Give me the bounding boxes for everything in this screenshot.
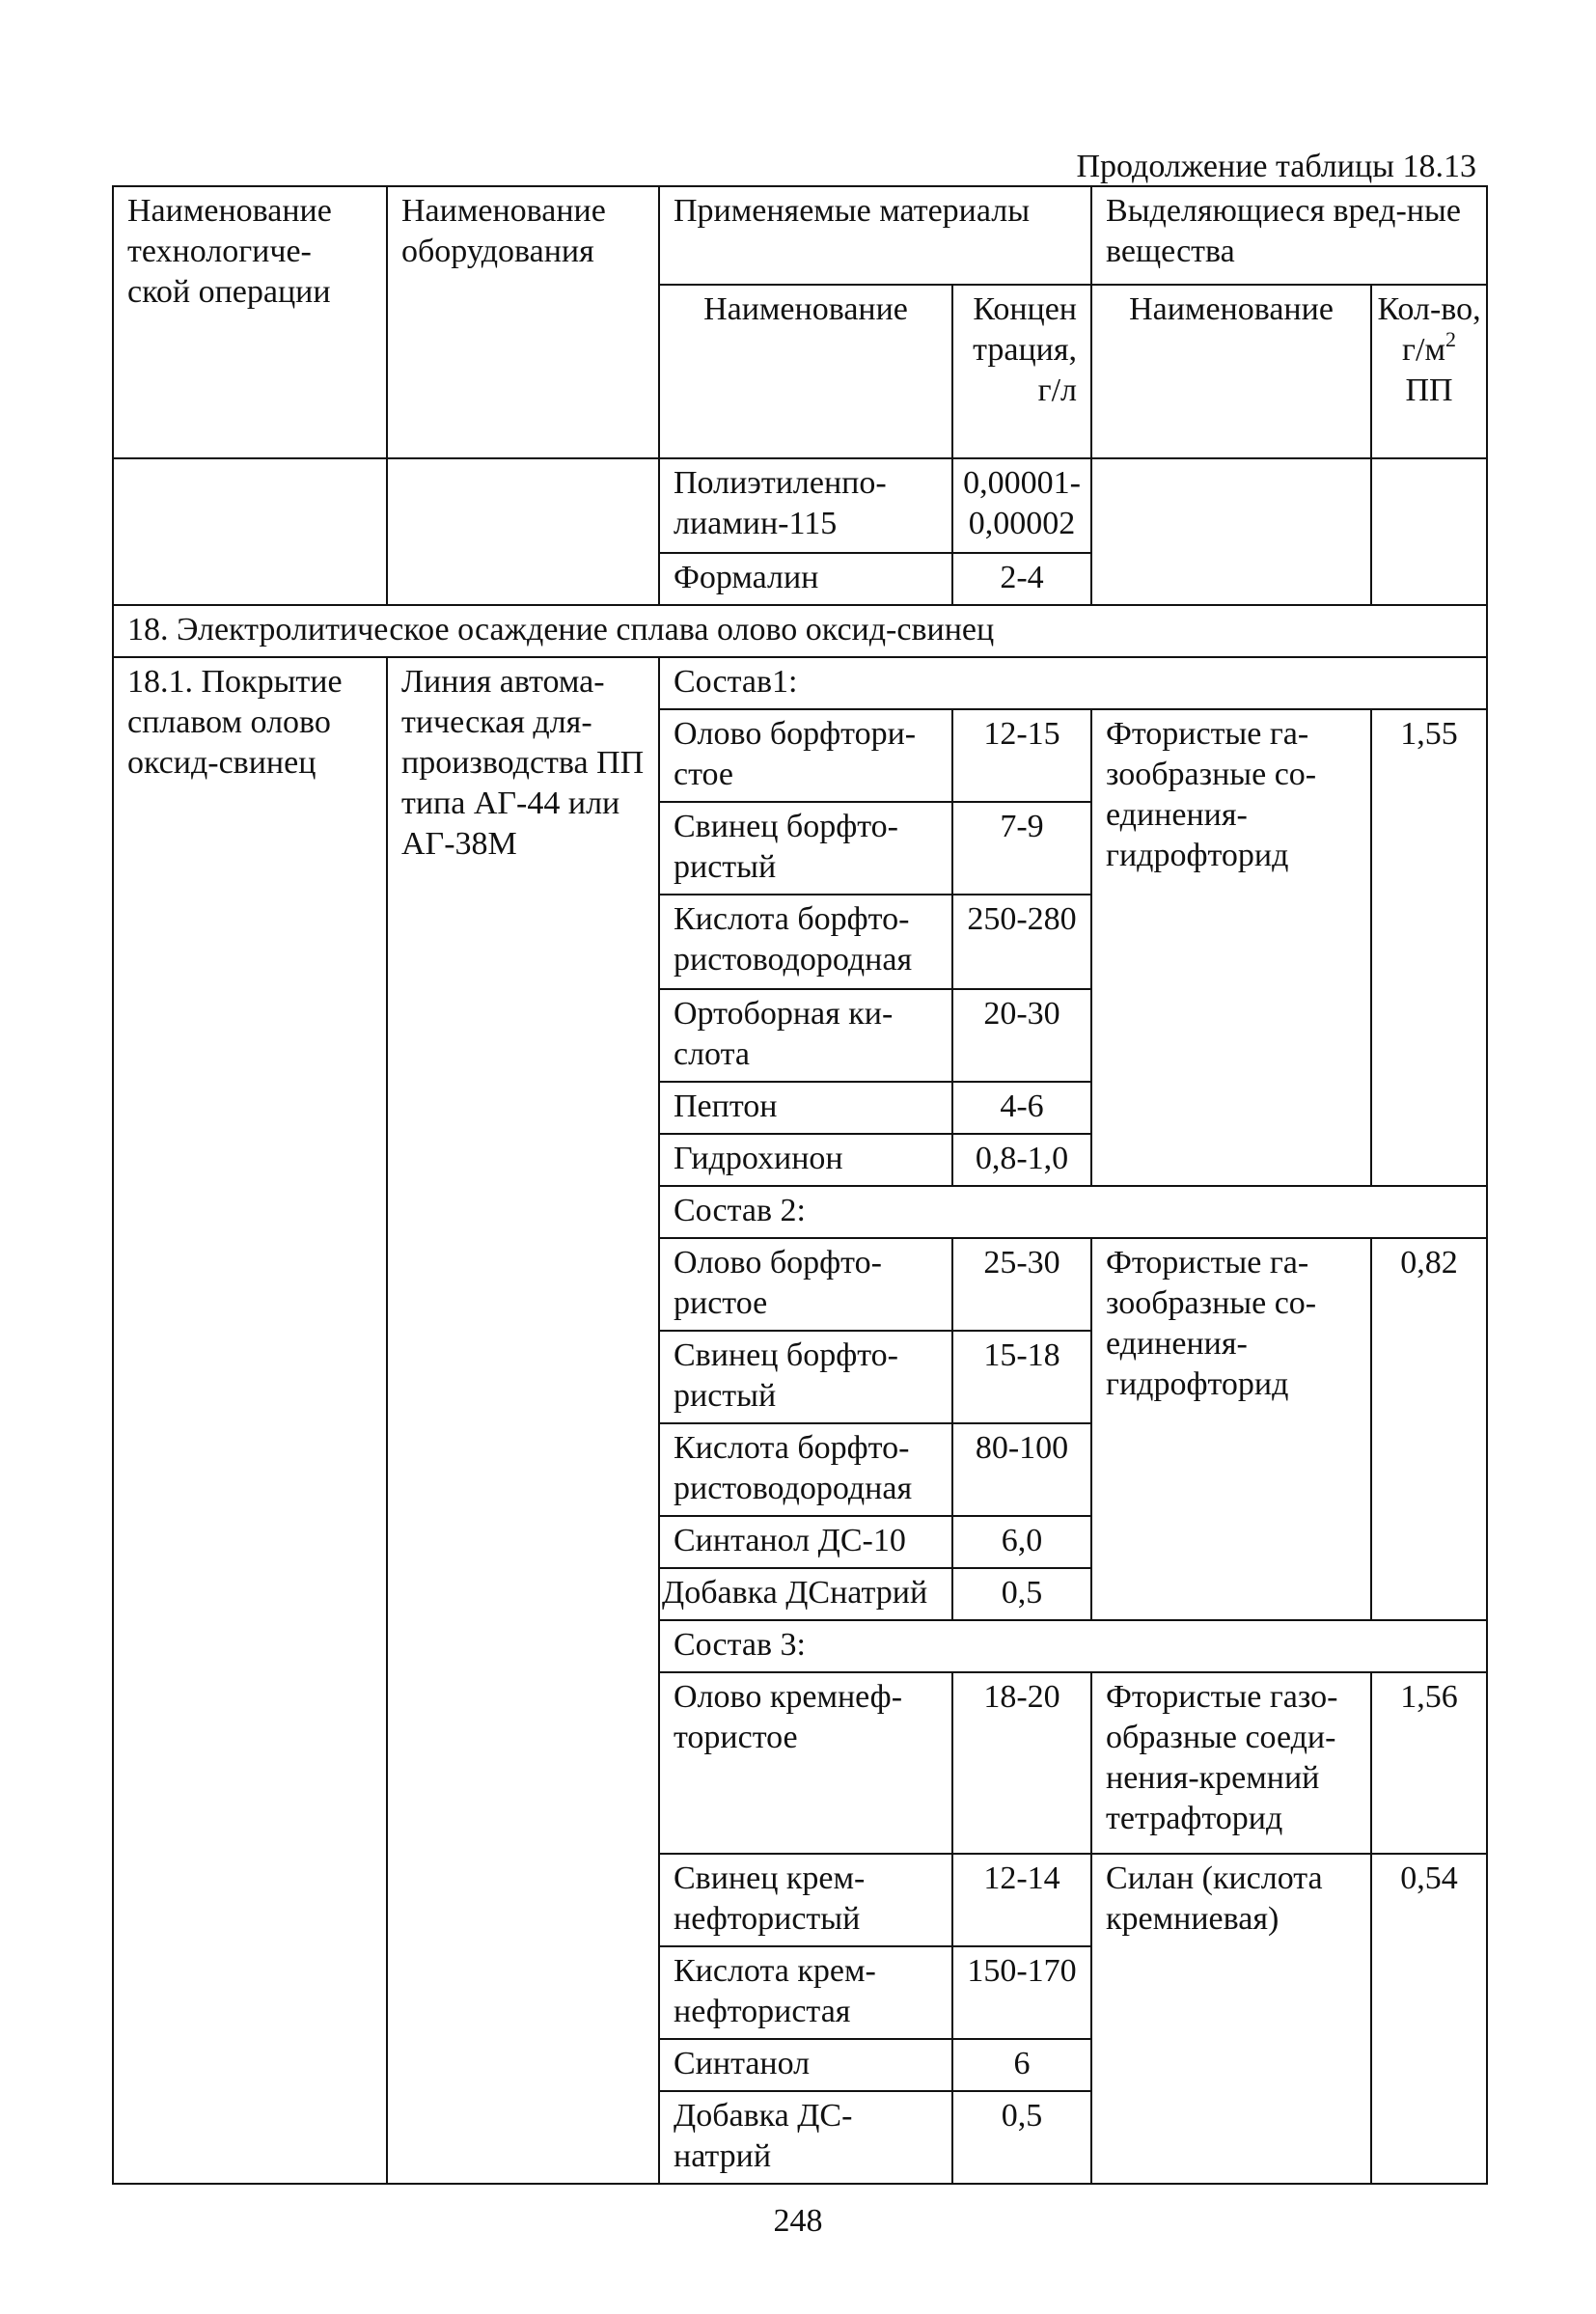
material-conc: 80-100 — [952, 1423, 1091, 1516]
material-name: Синтанол ДС-10 — [659, 1516, 952, 1568]
header-materials: Применяемые материалы — [659, 186, 1091, 285]
equipment-cell: Линия автома-тическая для-производства ПП типа АГ-44 или АГ-38М — [387, 657, 659, 2184]
material-conc: 2-4 — [952, 553, 1091, 605]
harmful-qty: 0,54 — [1371, 1854, 1487, 2184]
materials-table — [112, 185, 1488, 2185]
material-conc: 18-20 — [952, 1672, 1091, 1854]
operation-cell: 18.1. Покрытие сплавом олово оксид-свинец — [113, 657, 387, 2184]
material-name: Полиэтиленпо-лиамин-115 — [659, 458, 952, 553]
material-name: Гидрохинон — [659, 1134, 952, 1186]
composition-label: Состав1: — [659, 657, 1487, 709]
material-name: Добавка ДС-натрий — [659, 2091, 952, 2184]
header-equipment: Наименование оборудования — [387, 186, 659, 458]
harmful-name: Фтористые газо-образные соеди-нения-кремний тетрафторид — [1091, 1672, 1371, 1854]
material-conc: 15-18 — [952, 1331, 1091, 1423]
page-number: 248 — [773, 2203, 823, 2239]
material-conc: 4-6 — [952, 1082, 1091, 1134]
table-caption: Продолжение таблицы 18.13 — [1076, 149, 1476, 184]
material-conc: 0,00001-0,00002 — [952, 458, 1091, 553]
material-conc: 0,8-1,0 — [952, 1134, 1091, 1186]
material-name: Свинец борфто-ристый — [659, 802, 952, 895]
harmful-qty: 1,56 — [1371, 1672, 1487, 1854]
harmful-name: Силан (кислота кремниевая) — [1091, 1854, 1371, 2184]
material-name: Пептон — [659, 1082, 952, 1134]
harmful-name: Фтористые га-зообразные со-единения-гидрофторид — [1091, 1238, 1371, 1620]
header-harmful: Выделяющиеся вред-ные вещества — [1091, 186, 1487, 285]
material-name: Добавка ДСнатрий — [659, 1568, 952, 1620]
cont-equipment-cell — [387, 458, 659, 605]
material-name: Олово борфто-ристое — [659, 1238, 952, 1331]
material-name: Олово кремнеф-тористое — [659, 1672, 952, 1854]
material-conc: 0,5 — [952, 2091, 1091, 2184]
material-name: Свинец борфто-ристый — [659, 1331, 952, 1423]
cont-operation-cell — [113, 458, 387, 605]
cont-harmful-qty-cell — [1371, 458, 1487, 605]
material-conc: 20-30 — [952, 989, 1091, 1082]
header-operation: Наименование технологиче-ской операции — [113, 186, 387, 458]
header-material-name: Наименование — [659, 285, 952, 458]
material-name: Ортоборная ки-слота — [659, 989, 952, 1082]
material-name: Свинец крем-нефтористый — [659, 1854, 952, 1946]
header-harmful-qty: Кол-во, $г/м^2$ ПП — [1371, 285, 1487, 458]
cont-harmful-name-cell — [1091, 458, 1371, 605]
material-name: Формалин — [659, 553, 952, 605]
header-harmful-name: Наименование — [1091, 285, 1371, 458]
material-conc: 12-14 — [952, 1854, 1091, 1946]
composition-label: Состав 2: — [659, 1186, 1487, 1238]
material-conc: 6 — [952, 2039, 1091, 2091]
harmful-qty: 1,55 — [1371, 709, 1487, 1186]
material-name: Олово борфтори-стое — [659, 709, 952, 802]
material-conc: 6,0 — [952, 1516, 1091, 1568]
material-name: Кислота борфто-ристоводородная — [659, 1423, 952, 1516]
material-conc: 150-170 — [952, 1946, 1091, 2039]
composition-label: Состав 3: — [659, 1620, 1487, 1672]
material-conc: 25-30 — [952, 1238, 1091, 1331]
material-name: Синтанол — [659, 2039, 952, 2091]
harmful-qty: 0,82 — [1371, 1238, 1487, 1620]
header-material-conc: Концен трация, г/л — [952, 285, 1091, 458]
section-title: 18. Электролитическое осаждение сплава олово оксид-свинец — [113, 605, 1487, 657]
material-conc: 7-9 — [952, 802, 1091, 895]
material-name: Кислота борфто-ристоводородная — [659, 895, 952, 989]
material-conc: 250-280 — [952, 895, 1091, 989]
material-conc: 12-15 — [952, 709, 1091, 802]
material-conc: 0,5 — [952, 1568, 1091, 1620]
harmful-name: Фтористые га-зообразные со-единения-гидрофторид — [1091, 709, 1371, 1186]
material-name: Кислота крем-нефтористая — [659, 1946, 952, 2039]
